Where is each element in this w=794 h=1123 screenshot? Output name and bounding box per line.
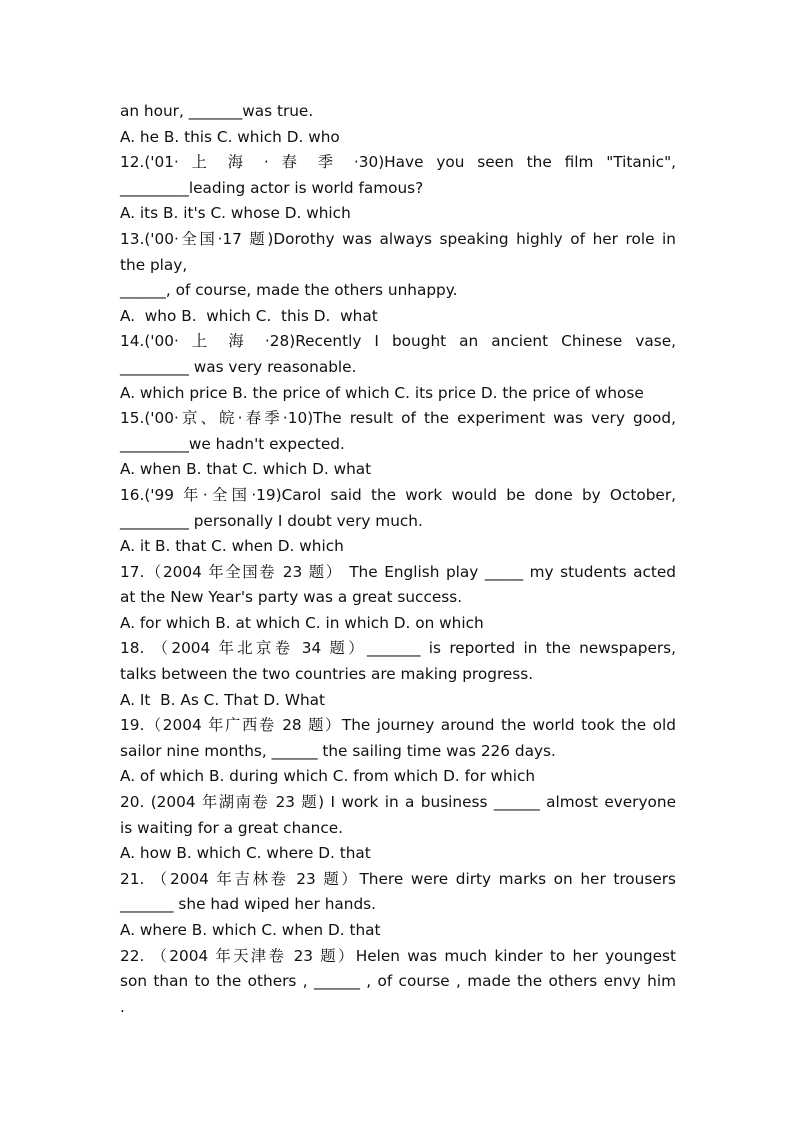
answer-options: A. it B. that C. when D. which bbox=[120, 537, 344, 556]
answer-options: A. of which B. during which C. from which D. for which bbox=[120, 767, 536, 786]
text-line: _______ she had wiped her hands. bbox=[120, 895, 376, 914]
text-line: at the New Year's party was a great success. bbox=[120, 588, 463, 607]
answer-options: A. which price B. the price of which C. its price D. the price of whose bbox=[120, 383, 644, 402]
text-line: _________we hadn't expected. bbox=[120, 434, 345, 453]
answer-options: A. for which B. at which C. in which D. on which bbox=[120, 613, 484, 632]
text-line: the play, bbox=[120, 255, 188, 274]
question-19: 19.（2004 年广西卷 28 题）The journey around the world took the old bbox=[120, 716, 676, 735]
question-13: 13.('00·全国·17 题)Dorothy was always speaking highly of her role in bbox=[120, 229, 676, 248]
text-line: sailor nine months, ______ the sailing time was 226 days. bbox=[120, 741, 556, 760]
question-18: 18. （2004 年北京卷 34 题）_______ is reported in the newspapers, bbox=[120, 639, 676, 658]
answer-options: A. when B. that C. which D. what bbox=[120, 460, 372, 479]
question-12: 12.('01· 上 海 · 春 季 ·30)Have you seen the film "Titanic", bbox=[120, 153, 676, 172]
answer-options: A. he B. this C. which D. who bbox=[120, 127, 340, 146]
text-line: is waiting for a great chance. bbox=[120, 818, 344, 837]
text-line: son than to the others , ______ , of course , made the others envy him bbox=[120, 972, 676, 991]
text-line: _________ was very reasonable. bbox=[120, 357, 357, 376]
text-line: . bbox=[120, 997, 125, 1016]
answer-options: A. It B. As C. That D. What bbox=[120, 690, 326, 709]
answer-options: A. who B. which C. this D. what bbox=[120, 306, 378, 325]
document-page bbox=[120, 99, 676, 1020]
question-14: 14.('00· 上 海 ·28)Recently I bought an ancient Chinese vase, bbox=[120, 332, 676, 351]
question-20: 20. (2004 年湖南卷 23 题) I work in a business ______ almost everyone bbox=[120, 793, 676, 812]
question-15: 15.('00·京、皖·春季·10)The result of the experiment was very good, bbox=[120, 409, 676, 428]
text-line: talks between the two countries are making progress. bbox=[120, 665, 534, 684]
question-22: 22. （2004 年天津卷 23 题）Helen was much kinder to her youngest bbox=[120, 946, 676, 965]
text-line: an hour, _______was true. bbox=[120, 102, 314, 120]
text-line: _________leading actor is world famous? bbox=[120, 178, 424, 197]
answer-options: A. how B. which C. where D. that bbox=[120, 844, 371, 863]
question-17: 17.（2004 年全国卷 23 题） The English play _____ my students acted bbox=[120, 562, 676, 581]
text-line: ______, of course, made the others unhappy. bbox=[120, 281, 458, 300]
answer-options: A. its B. it's C. whose D. which bbox=[120, 204, 351, 223]
question-21: 21. （2004 年吉林卷 23 题）There were dirty marks on her trousers bbox=[120, 869, 676, 888]
answer-options: A. where B. which C. when D. that bbox=[120, 921, 381, 939]
question-16: 16.('99 年·全国·19)Carol said the work would be done by October, bbox=[120, 485, 676, 504]
text-line: _________ personally I doubt very much. bbox=[120, 511, 423, 530]
